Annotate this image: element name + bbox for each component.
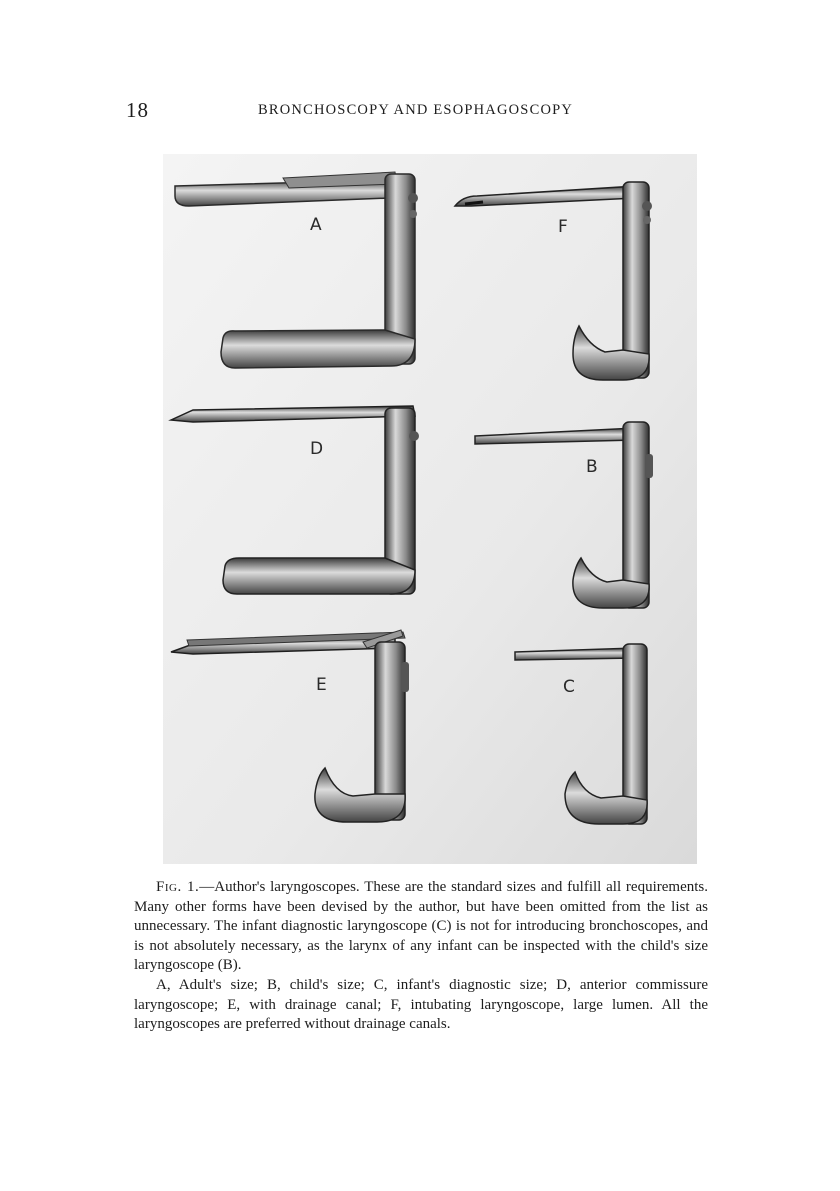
caption-text-1: —Author's laryngoscopes. These are the standard sizes and fulfill all requirements. Many other forms have been devised by the author, but have been omitted from the list as unnecessary. The infant diagnostic laryngoscope (C) is not for introducing bronchoscopes, and is not absolutely necessary, as the larynx of any infant can be inspected with the child's size laryngoscope (B). [134,879,708,974]
laryngoscope-figure [163,154,697,864]
label-e: E [316,675,327,695]
label-b: B [586,457,598,477]
label-a: A [310,215,322,235]
label-c: C [563,677,575,697]
caption-paragraph-2: A, Adult's size; B, child's size; C, infant's diagnostic size; D, anterior commissure laryngoscope; E, with drainage canal; F, intubating laryngoscope, large lumen. All the laryngoscopes are preferred without drainage canals. [134,976,708,1033]
running-head: BRONCHOSCOPY AND ESOPHAGOSCOPY [258,102,574,118]
page-number: 18 [126,98,149,122]
caption-paragraph-1 [134,878,708,976]
label-d: D [310,439,324,459]
plate-background [163,154,697,864]
figure-caption [134,878,708,1035]
label-f: F [558,217,568,237]
figure-number: Fig. 1. [156,879,200,895]
